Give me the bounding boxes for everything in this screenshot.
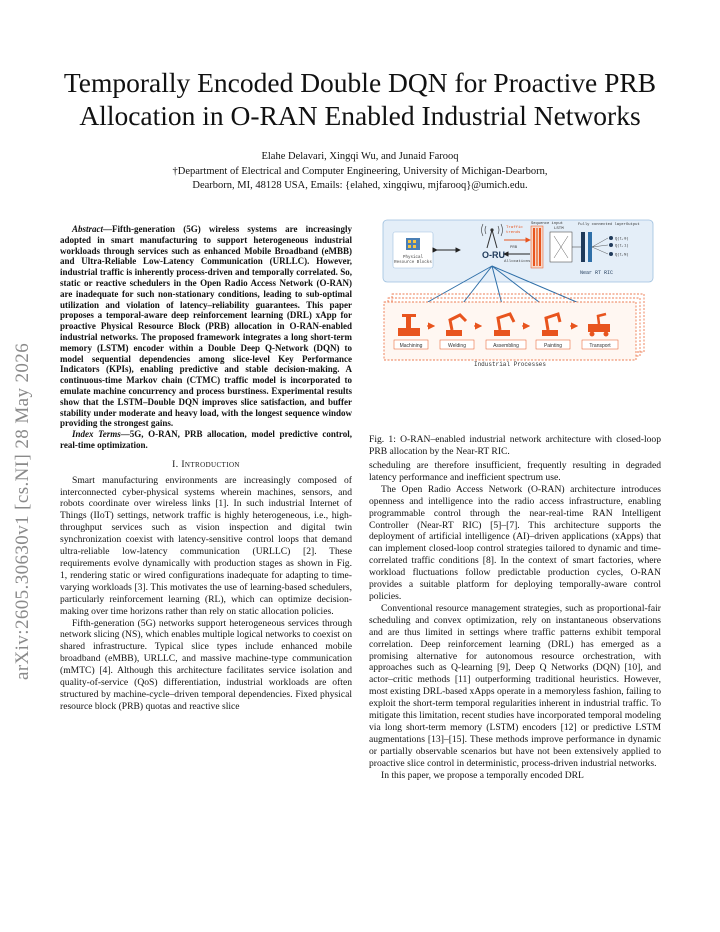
fig-traffic-label-1: Traffic [506, 226, 523, 230]
fig-physical-label-1: Physical [402, 256, 424, 260]
abstract-label: Abstract [72, 224, 104, 234]
fig-prb-alloc-label-1: PRB [510, 246, 518, 250]
arxiv-side-stamp: arXiv:2605.30630v1 [cs.NI] 28 May 2026 [12, 342, 33, 680]
fig-process-welding: Welding [448, 343, 466, 349]
fig-prb-alloc-label-2: Allocations [504, 260, 531, 264]
abstract-text: —Fifth-generation (5G) wireless systems are increasingly adopted in smart manufacturing to support heterogeneous industrial workloads through services such as enhanced Mobile Broadband (eMBB) and Ultra-Reliable Low-Latency Communication (URLLC). However, industrial traffic is inherently process-driven and temporally correlated. So, static or reactive schedulers in the Open Radio Access Network (O-RAN) are inadequate for such non-stationary conditions, leading to sub-optimal utilization and violation of latency–reliability guarantees. This paper proposes a temporal-aware deep reinforcement learning (DRL) xApp for proactive Physical Resource Block (PRB) allocation in O-RAN-enabled industrial networks. The proposed framework integrates a long short-term memory (LSTM) encoder within a Double Deep Q-Network (DQN) to model sequential dependencies among slice-level Key Performance Indicators (KPIs), enabling predictive and stable decision-making. A continuous-time Markov chain (CTMC) traffic model is incorporated to emulate machine concurrency and process burstiness. Experimental results show that the LSTM–Double DQN improves slice satisfaction, and buffer stability under moderate and heavy load, with the longest sequence window providing the strongest gains. [60, 224, 352, 429]
right-column [369, 460, 661, 781]
fig-physical-label-2: Resource Blocks [394, 261, 432, 265]
index-terms-text: —5G, O-RAN, PRB allocation, model predictive control, real-time optimization. [60, 429, 352, 450]
intro-paragraph-1: Smart manufacturing environments are increasingly composed of interconnected cyber-physical systems wherein machines, sensors, and robots coordinate over wireless links [1]. In such industrial Internet of Things (IIoT) settings, network traffic is highly heterogeneous, i.e., high-throughput services such as vision inspection and digital twin synchronization coexist with latency-sensitive control loops that demand ultra-reliable low-latency communication (URLLC) [2]. These requirements evolve dynamically with production stages as shown in Fig. 1, rendering static or wired configurations inadequate for adapting to time-varying workloads [3]. This motivates the use of learning-based schedulers, particularly reinforcement learning (RL), which can optimize decision-making over time horizons rather than rely on static allocation policies. [60, 474, 352, 617]
right-paragraph-4: In this paper, we propose a temporally encoded DRL [381, 769, 584, 781]
affiliation-line-1: †Department of Electrical and Computer Engineering, University of Michigan-Dearborn, [172, 166, 548, 177]
sequence-input-block [531, 226, 543, 268]
fig-process-transport: Transport [589, 343, 611, 349]
paper-title: Temporally Encoded Double DQN for Proactive PRB Allocation in O-RAN Enabled Industrial Networks [63, 67, 657, 131]
abstract [60, 224, 352, 451]
lstm-block [550, 232, 572, 262]
left-column [60, 224, 352, 713]
affiliation [40, 165, 680, 193]
prb-grid-icon [406, 238, 420, 250]
fig-process-assembling: Assembling [493, 343, 519, 349]
fig-traffic-label-2: trends [506, 231, 521, 235]
fig-q-label-0: Q(t,0) [615, 237, 629, 242]
right-paragraph-1: scheduling are therefore insufficient, frequently resulting in degraded latency performance and inefficient spectrum use. [369, 460, 661, 483]
fig-fc-label: Fully connected layer [578, 223, 626, 227]
fig-output-label: Output [626, 223, 640, 227]
right-paragraph-2: The Open Radio Access Network (O-RAN) architecture introduces openness and intelligence into the radio access infrastructure, enabling programmable control through the near-real-time RAN Intelligent Controller (Near-RT RIC) [5]–[7]. This architecture supports the deployment of artificial intelligence (AI)–driven applications (xApps) that can implement closed-loop control strategies tailored to dynamic and time-correlated traffic conditions [8]. In the context of smart factories, where workload fluctuations follow predictable production cycles, O-RAN provides a suitable platform for deploying temporally-aware control policies. [369, 483, 661, 602]
fig-sequence-input-label: Sequence input [531, 222, 563, 226]
fig-oru-label: O-RU [482, 250, 505, 260]
fig-industrial-label: Industrial Processes [473, 361, 547, 368]
authors: Elahe Delavari, Xingqi Wu, and Junaid Farooq [261, 151, 459, 162]
figure-oran-architecture [380, 218, 655, 430]
fig-process-machining: Machining [399, 343, 423, 349]
index-terms-label: Index Terms [72, 429, 121, 440]
fig-process-painting: Painting [543, 343, 563, 349]
fig-q-label-n: Q(t,N) [615, 253, 629, 258]
fig-lstm-label: LSTM [554, 227, 564, 231]
intro-paragraph-2: Fifth-generation (5G) networks support heterogeneous services through network slicing (NS), which enables multiple logical networks to coexist on shared infrastructure. Typical slice types include enhanced mobile broadband (eMBB), URLLC, and massive machine-type communication (mMTC) [4]. Although this architecture facilitates service isolation and quality-of-service (QoS) differentiation, industrial workloads are often structured by machine-cycle–driven temporal dependencies. Fixed physical resource block (PRB) quotas and reactive slice [60, 617, 352, 712]
section-heading-introduction: I. Introduction [172, 458, 240, 470]
fig-q-label-1: Q(t,1) [615, 244, 629, 249]
figure-caption: Fig. 1: O-RAN–enabled industrial network architecture with closed-loop PRB allocation by the Near-RT RIC. [369, 434, 661, 457]
affiliation-line-2: Dearborn, MI, 48128 USA, Emails: {elahed, xingqiwu, mjfarooq}@umich.edu. [192, 180, 528, 191]
right-paragraph-3: Conventional resource management strategies, such as proportional-fair scheduling and convex optimization, rely on instantaneous observations and are thus limited in settings where traffic patterns exhibit temporal correlation. Deep reinforcement learning (DRL) has emerged as a promising alternative for autonomous resource orchestration, with approaches such as Q-learning [9], Deep Q Networks (DQN) [10], and actor–critic methods [11] outperforming traditional heuristics. However, most existing DRL-based xApps operate in a memoryless fashion, failing to exploit the short-term temporal regularities inherent in industrial traffic. To mitigate this limitation, recent studies have incorporated temporal modeling via long short-term memory (LSTM) encoders [12] or predictive LSTM augmentations [13]–[15]. These methods improve performance in dynamic or partially observable scenarios but have not been extensively applied to proactive slice control in deterministic, process-driven industrial networks. [369, 602, 661, 769]
fig-ric-label: Near RT RIC [580, 270, 614, 276]
